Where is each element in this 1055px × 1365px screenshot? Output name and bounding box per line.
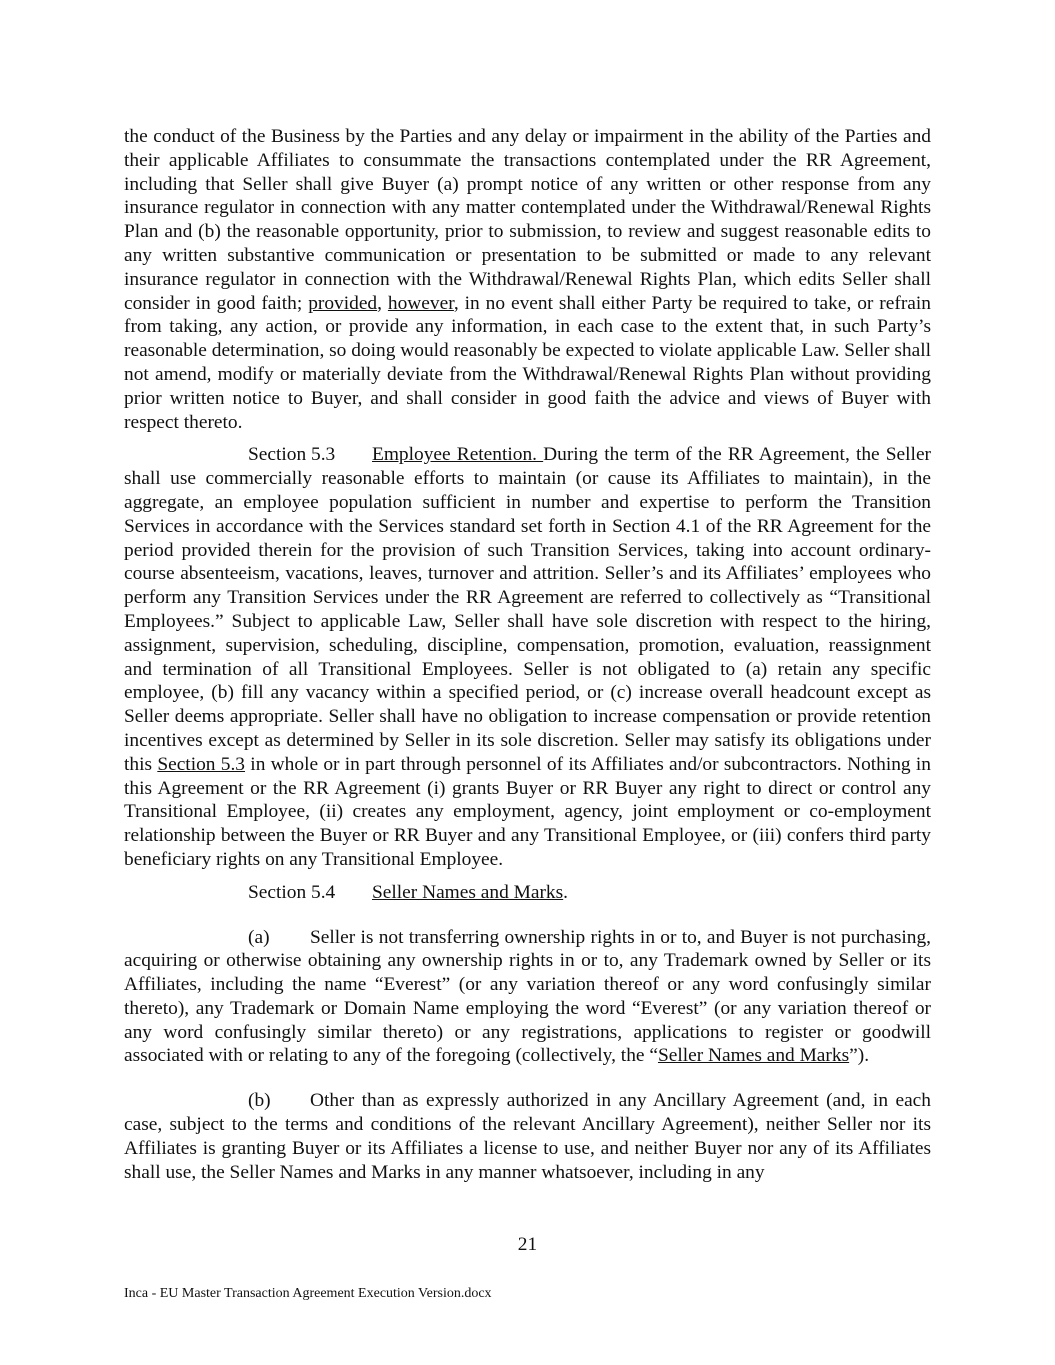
paragraph-b [124,1089,931,1184]
paragraph-a-text-2: ”). [849,1045,870,1067]
continuation-comma: , [377,292,388,314]
section-5-3-text-1: During the term of the RR Agreement, the Seller shall use commercially reasonable efforts to maintain (or cause its Affiliates to maintain), in the aggregate, an employee population sufficient in number and expertise to perform the Transition Services in accordance with the Services standard set forth in Section 4.1 of the RR Agreement for the period provided therein for the provision of such Transition Services, taking into account ordinary-course absenteeism, vacations, leaves, turnover and attrition. Seller’s and its Affiliates’ employees who perform any Transition Services under the RR Agreement are referred to collectively as “Transitional Employees.” Subject to applicable Law, Seller shall have sole discretion with respect to the hiring, assignment, supervision, scheduling, discipline, compensation, promotion, evaluation, reassignment and termination of all Transitional Employees. Seller is not obligated to (a) retain any specific employee, (b) fill any vacancy within a specified period, or (c) increase overall headcount except as Seller deems appropriate. Seller shall have no obligation to increase compensation or provide retention incentives except as determined by Seller in its sole discretion. Seller may satisfy its obligations under this [124,444,932,775]
seller-names-and-marks-term: Seller Names and Marks [657,1045,850,1067]
document-body [124,125,931,1184]
section-5-4-heading [124,881,931,905]
section-5-3-paragraph [124,443,931,871]
provided-term: provided [308,292,378,314]
page-number: 21 [517,1234,538,1255]
continuation-text-1: the conduct of the Business by the Parties and any delay or impairment in the ability of the Parties and their applicable Affiliates to consummate the transactions contemplated under the RR Agreement, including that Seller shall give Buyer (a) prompt notice of any written or other response from any insurance regulator in connection with any matter contemplated under the Withdrawal/Renewal Rights Plan and (b) the reasonable opportunity, prior to submission, to review and suggest reasonable edits to any written substantive communication or presentation to be submitted or made to any relevant insurance regulator in connection with the Withdrawal/Renewal Rights Plan, which edits Seller shall consider in good faith; [124,126,931,314]
section-5-4-title: Seller Names and Marks [372,881,564,903]
paragraph-b-text: Other than as expressly authorized in any Ancillary Agreement (and, in each case, subject to the terms and conditions of the relevant Ancillary Agreement), neither Seller nor its Affiliates is granting Buyer or its Affiliates a license to use, and neither Buyer nor any of its Affiliates shall use, the Seller Names and Marks in any manner whatsoever, including in any [124,1090,931,1183]
document-footer: Inca - EU Master Transaction Agreement Execution Version.docx [124,1286,492,1301]
section-5-3-title: Employee Retention. [372,444,544,466]
paragraph-a [124,926,931,1069]
section-5-4-number: Section 5.4 [248,881,336,903]
section-5-3-text-2: in whole or in part through personnel of its Affiliates and/or subcontractors. Nothing in this Agreement or the RR Agreement (i) grants Buyer or RR Buyer any right to direct or control any Transitional Employee, (ii) creates any employment, agency, joint employment or co-employment relationship between the Buyer or RR Buyer and any Transitional Employee, or (iii) confers third party beneficiary rights on any Transitional Employee. [124,753,932,870]
continuation-paragraph [124,125,931,434]
however-term: however [387,292,454,314]
paragraph-b-label: (b) [248,1090,271,1112]
section-5-4-period: . [563,881,569,903]
paragraph-a-text-1: Seller is not transferring ownership rights in or to, and Buyer is not purchasing, acquiring or otherwise obtaining any ownership rights in or to, any Trademark owned by Seller or its Affiliates, including the name “Everest” (or any variation thereof or any word confusingly similar thereto), any Trademark or Domain Name employing the word “Everest” (or any variation thereof or any word confusingly similar thereto) or any registrations, applications to register or goodwill associated with or relating to any of the foregoing (collectively, the “ [124,926,931,1067]
section-5-3-reference: Section 5.3 [157,753,246,775]
paragraph-a-label: (a) [248,926,270,948]
continuation-text-2: , in no event shall either Party be required to take, or refrain from taking, any action, or provide any information, in each case to the extent that, in such Party’s reasonable determination, so doing would reasonably be expected to violate applicable Law. Seller shall not amend, modify or materially deviate from the Withdrawal/Renewal Rights Plan without providing prior written notice to Buyer, and shall consider in good faith the advice and views of Buyer with respect thereto. [124,292,931,433]
section-5-3-number: Section 5.3 [248,444,336,466]
